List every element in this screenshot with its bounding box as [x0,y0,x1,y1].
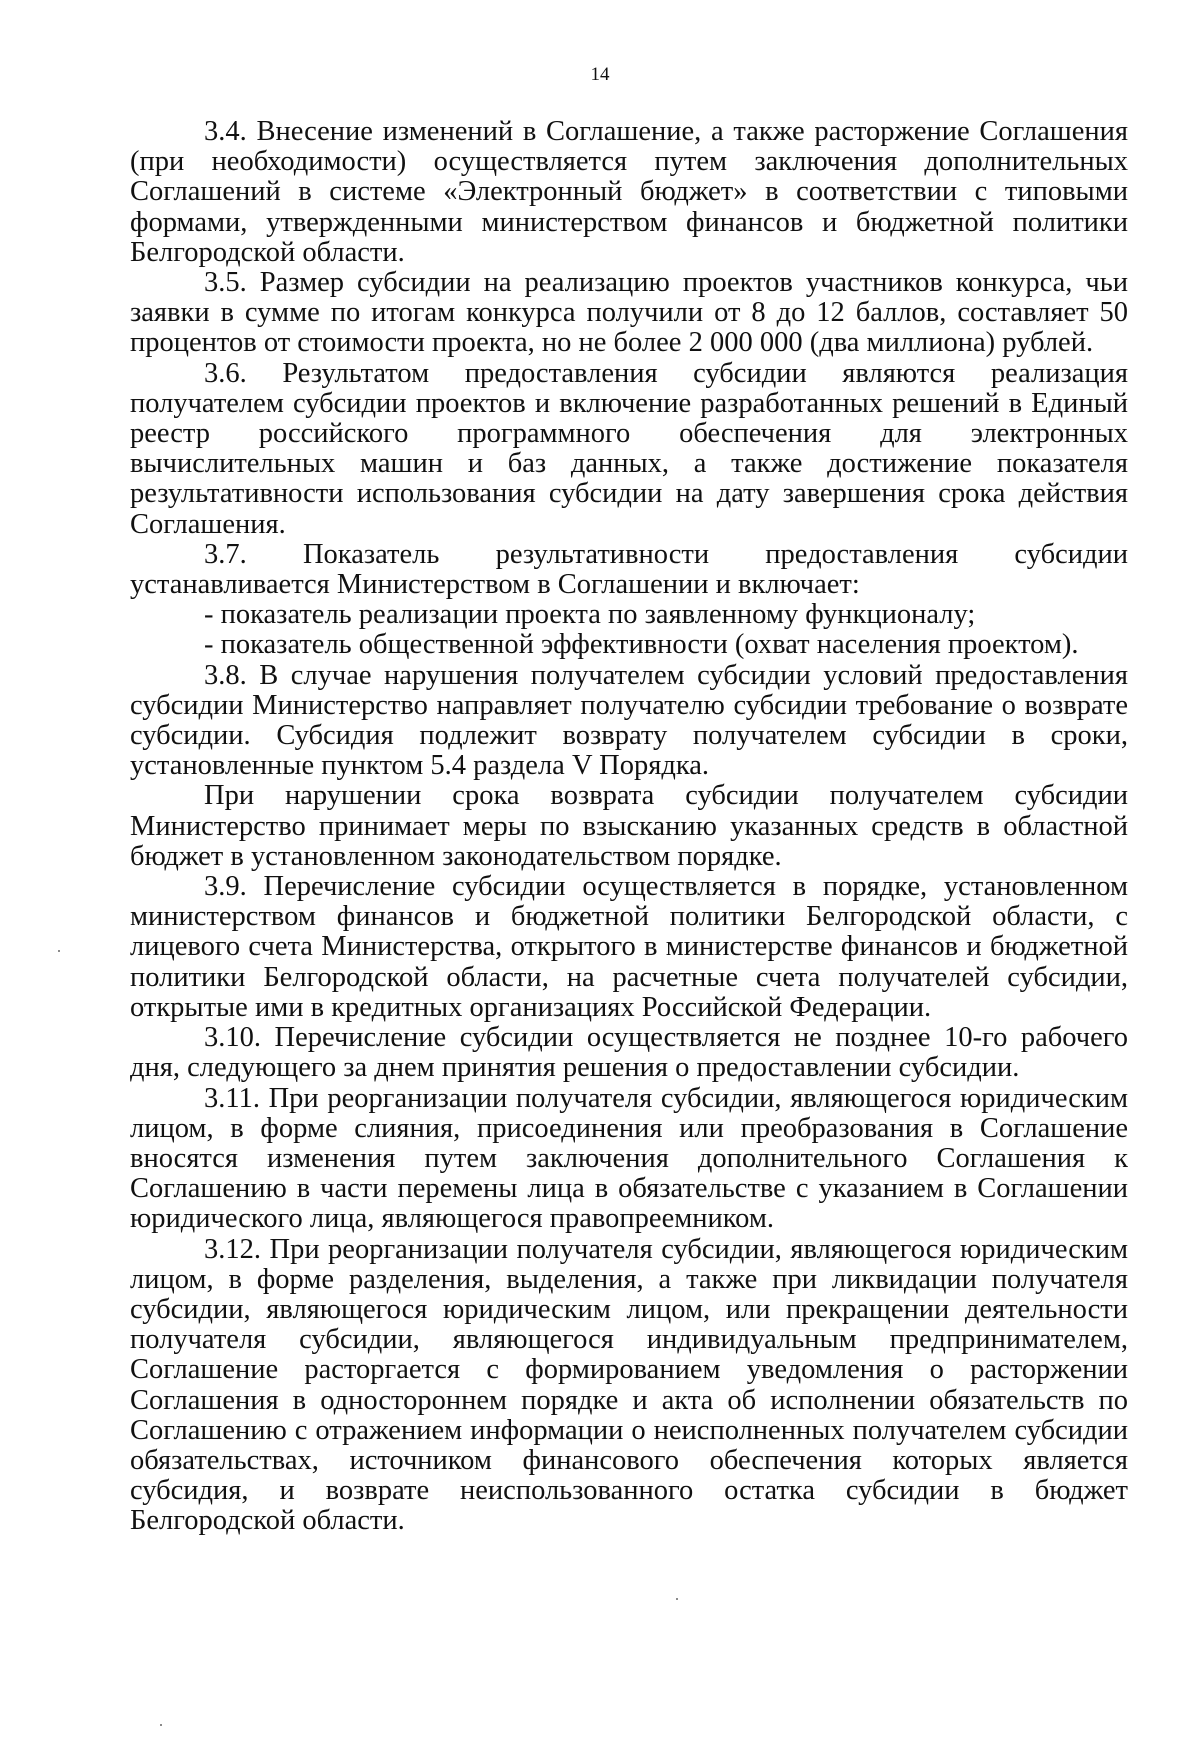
list-item-indicator-efficiency: - показатель общественной эффективности (охват населения проектом). [204,629,1079,661]
paragraph-3-5: 3.5. Размер субсидии на реализацию проектов участников конкурса, чьи заявки в сумме по итогам конкурса получили от 8 до 12 баллов, составляет 50 процентов от стоимости проекта, но не более 2 000 000 (два миллиона) рублей. [130,267,1128,359]
paragraph-3-12: 3.12. При реорганизации получателя субсидии, являющегося юридическим лицом, в форме разделения, выделения, а также при ликвидации получателя субсидии, являющегося юридическим лицом, или прекращении деятельности получателя субсидии, являющегося индивидуальным предпринимателем, Соглашение расторгается с формированием уведомления о расторжении Соглашения в одностороннем порядке и акта об исполнении обязательств по Соглашению с отражением информации о неисполненных получателем субсидии обязательствах, источником финансового обеспечения которых является субсидия, и возврате неиспользованного остатка субсидии в бюджет Белгородской области. [130,1233,1128,1537]
paragraph-3-4: 3.4. Внесение изменений в Соглашение, а также расторжение Соглашения (при необходимости) осуществляется путем заключения дополнительных Соглашений в системе «Электронный бюджет» в соответствии с типовыми формами, утвержденными министерством финансов и бюджетной политики Белгородской области. [130,116,1128,268]
paragraph-3-11: 3.11. При реорганизации получателя субсидии, являющегося юридическим лицом, в форме слияния, присоединения или преобразования в Соглашение вносятся изменения путем заключения дополнительного Соглашения к Соглашению в части перемены лица в обязательстве с указанием в Соглашении юридического лица, являющегося правопреемником. [130,1082,1128,1235]
list-item-indicator-functionality: - показатель реализации проекта по заявленному функционалу; [204,599,976,631]
paragraph-3-10: 3.10. Перечисление субсидии осуществляется не позднее 10-го рабочего дня, следующего за днем принятия решения о предоставлении субсидии. [130,1022,1128,1084]
scan-speck [160,1724,162,1726]
paragraph-3-7: 3.7. Показатель результативности предоставления субсидии устанавливается Министерством в Соглашении и включает: [130,538,1128,601]
paragraph-3-9: 3.9. Перечисление субсидии осуществляется в порядке, установленном министерством финансов и бюджетной политики Белгородской области, с лицевого счета Министерства, открытого в министерстве финансов и бюджетной политики Белгородской области, на расчетные счета получателей субсидии, открытые ими в кредитных организациях Российской Федерации. [130,871,1128,1023]
scan-speck [58,950,60,952]
page-number: 14 [590,64,610,85]
paragraph-refund-violation: При нарушении срока возврата субсидии получателем субсидии Министерство принимает меры по взысканию указанных средств в областной бюджет в установленном законодательством порядке. [130,780,1128,872]
document-body [130,117,1128,1537]
paragraph-3-6: 3.6. Результатом предоставления субсидии являются реализация получателем субсидии проектов и включение разработанных решений в Единый реестр российского программного обеспечения для электронных вычислительных машин и баз данных, а также достижение показателя результативности использования субсидии на дату завершения срока действия Соглашения. [130,357,1128,540]
scan-speck [676,1598,678,1600]
paragraph-3-8: 3.8. В случае нарушения получателем субсидии условий предоставления субсидии Министерство направляет получателю субсидии требование о возврате субсидии. Субсидия подлежит возврату получателем субсидии в сроки, установленные пунктом 5.4 раздела V Порядка. [130,659,1128,782]
